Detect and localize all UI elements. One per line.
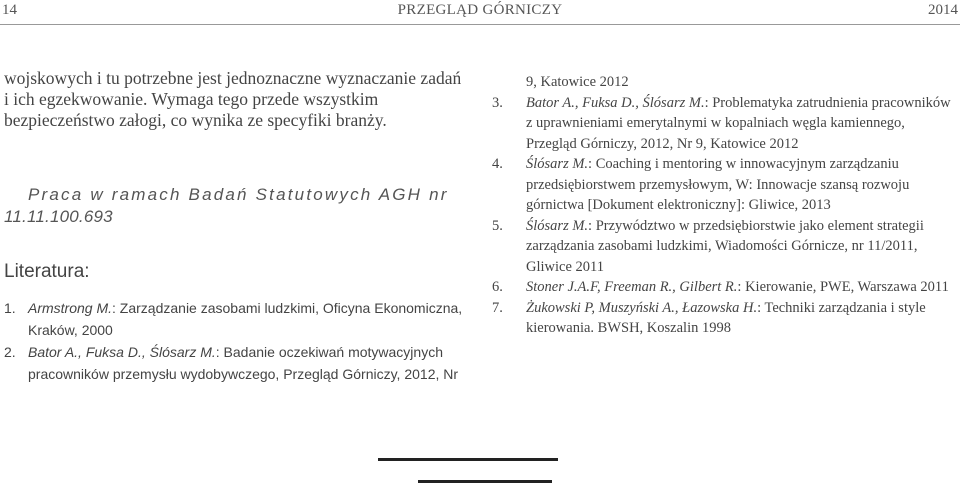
reference-list	[492, 72, 958, 339]
reference-item	[492, 154, 958, 216]
reference-number: 7.	[492, 299, 503, 316]
reference-authors: Armstrong M.	[28, 300, 113, 316]
reference-authors: Bator A., Fuksa D., Ślósarz M.	[28, 344, 216, 360]
reference-number: 4.	[492, 156, 503, 172]
reference-number: 6.	[492, 279, 503, 295]
funding-note	[4, 184, 470, 228]
reference-number: 3.	[492, 94, 503, 111]
reference-list	[4, 297, 470, 385]
reference-details: 9, Katowice 2012	[526, 74, 629, 90]
reference-authors: Ślósarz M.	[526, 156, 589, 172]
reference-details: : Coaching i mentoring w innowacyjnym zarządzaniu przedsiębiorstwem przemysłowym, W: Innowacje szansą rozwoju górnictwa [Dokument elektroniczny]: Gliwice, 2013	[526, 156, 910, 213]
reference-item	[492, 277, 958, 298]
closing-rule-lower	[418, 480, 552, 483]
grant-number: 11.11.100.693	[4, 207, 113, 226]
header-rule	[0, 24, 960, 25]
reference-details: : Techniki zarządzania i style kierowania. BWSH, Koszalin 1998	[526, 299, 926, 336]
reference-item	[492, 93, 958, 155]
journal-title: PRZEGLĄD GÓRNICZY	[397, 2, 563, 18]
reference-authors: Żukowski P, Muszyński A., Łazowska H.	[526, 299, 758, 316]
reference-details: : Przywództwo w przedsiębiorstwie jako element strategii zarządzania zasobami ludzkimi, Wiadomości Górnicze, nr 11/2011, Gliwice 2011	[526, 217, 924, 275]
funding-line: Praca w ramach Badań Statutowych AGH nr	[28, 185, 449, 204]
reference-details: : Zarządzanie zasobami ludzkimi, Oficyna Ekonomiczna, Kraków, 2000	[28, 300, 463, 338]
page-header	[0, 0, 960, 26]
left-column	[4, 68, 470, 385]
reference-number: 2.	[4, 344, 16, 360]
reference-number: 1.	[4, 300, 16, 316]
reference-item	[492, 216, 958, 278]
reference-item	[492, 298, 958, 339]
reference-item	[4, 297, 470, 341]
literature-heading: Literatura:	[4, 261, 90, 282]
page-number: 14	[2, 2, 17, 18]
closing-rule	[378, 458, 558, 461]
reference-item	[4, 341, 470, 385]
reference-authors: Stoner J.A.F, Freeman R., Gilbert R.	[526, 279, 738, 295]
reference-continuation	[492, 72, 958, 93]
reference-authors: Ślósarz M.	[526, 217, 589, 234]
reference-authors: Bator A., Fuksa D., Ślósarz M.	[526, 94, 705, 111]
reference-details: : Badanie oczekiwań motywacyjnych pracowników przemysłu wydobywczego, Przegląd Górniczy, 2012, Nr	[28, 344, 459, 382]
reference-details: : Problematyka zatrudnienia pracowników z uprawnieniami emerytalnymi w kopalniach węgla kamiennego, Przegląd Górniczy, 2012, Nr 9, Katowice 2012	[526, 94, 951, 152]
reference-details: : Kierowanie, PWE, Warszawa 2011	[737, 279, 949, 295]
reference-number: 5.	[492, 217, 503, 234]
right-column	[492, 72, 958, 339]
publication-year: 2014	[928, 2, 958, 18]
body-paragraph: wojskowych i tu potrzebne jest jednoznaczne wyznaczanie zadań i ich egzekwowanie. Wymaga tego przede wszystkim bezpieczeństwo załogi, co wynika ze specyfiki branży.	[4, 68, 462, 130]
